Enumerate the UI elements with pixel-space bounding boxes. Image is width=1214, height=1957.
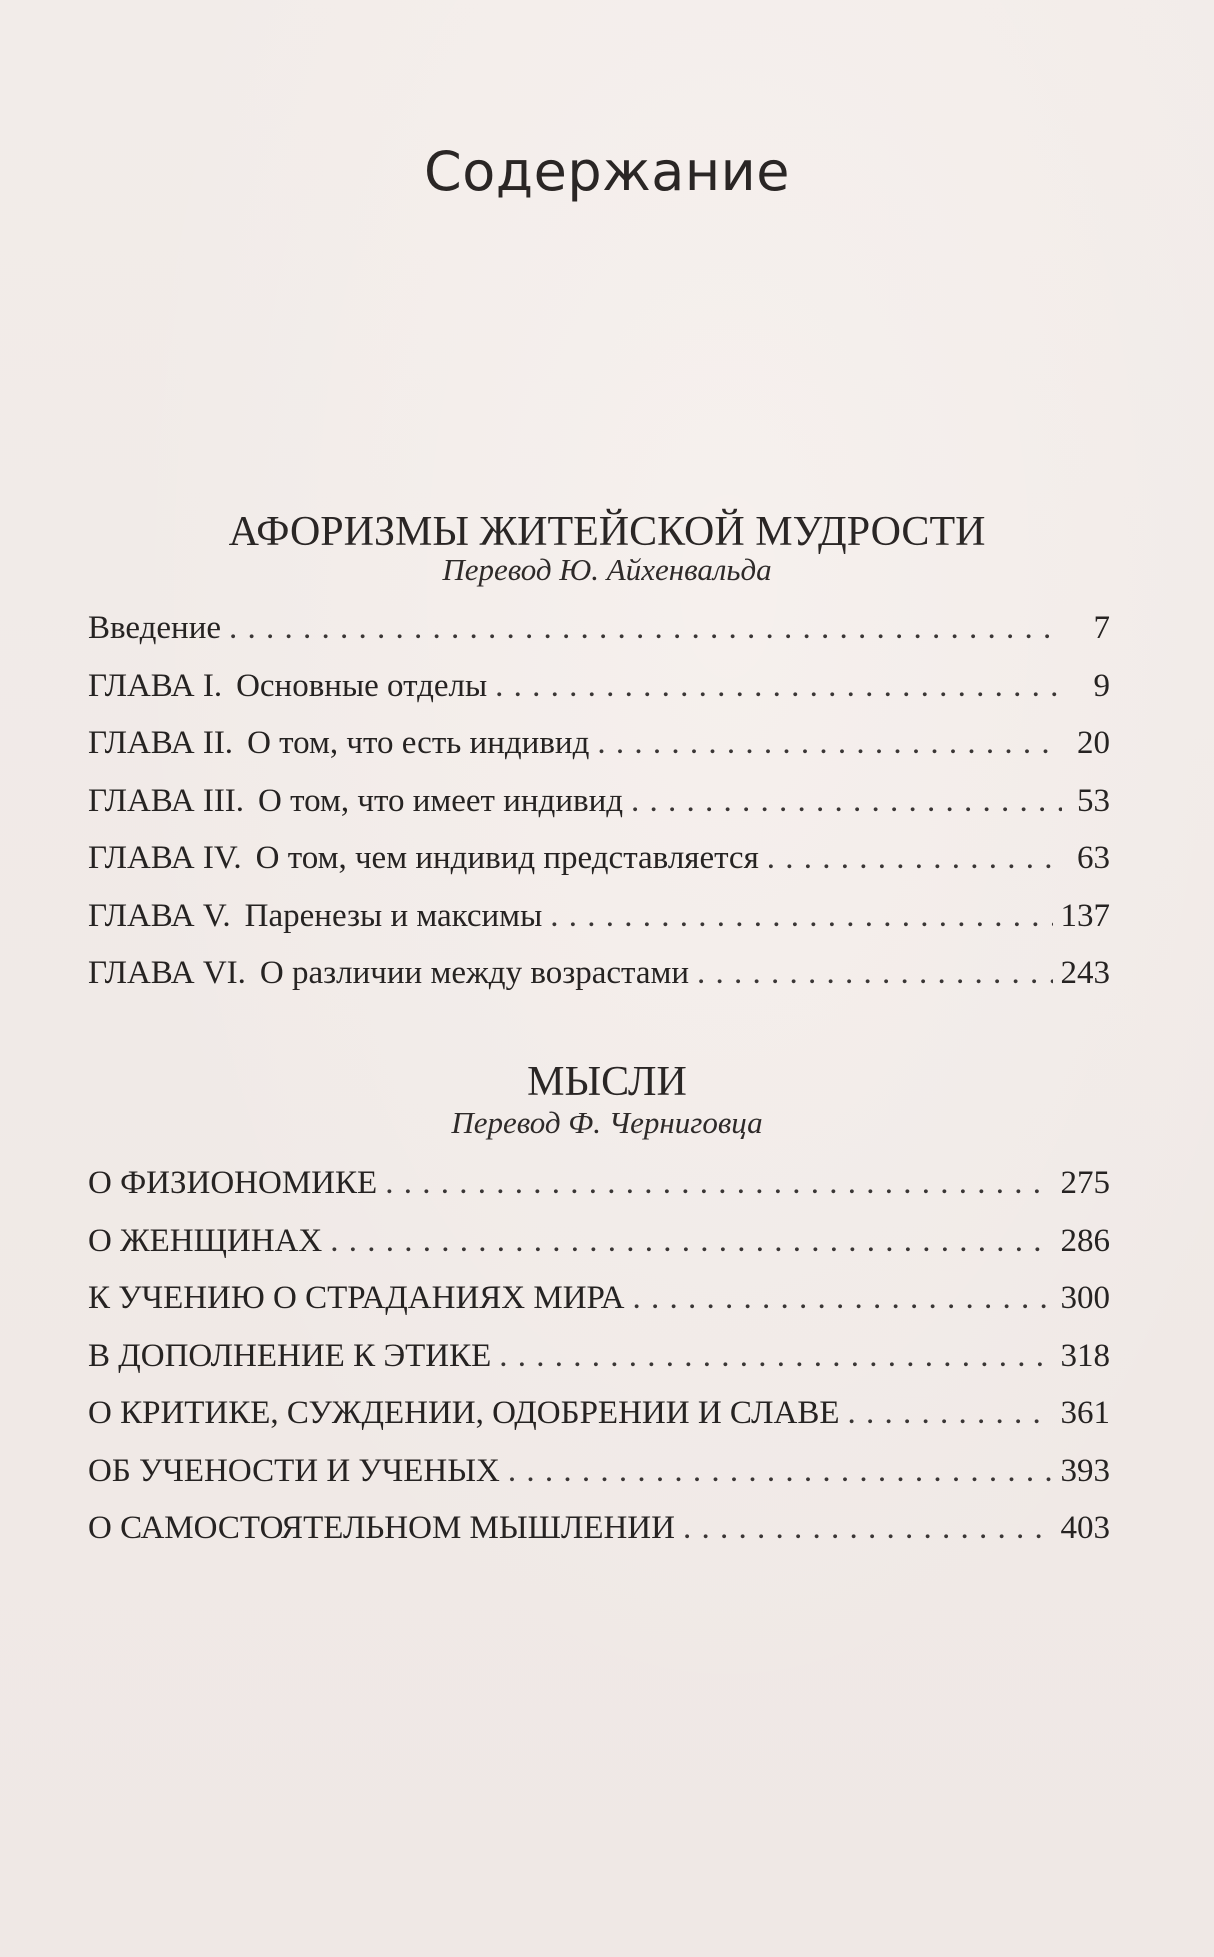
page-title: Содержание (424, 140, 790, 203)
toc-leader-dots (767, 840, 1062, 877)
toc-leader-dots (683, 1510, 1053, 1547)
toc-leader-dots (385, 1165, 1052, 1202)
toc-entry-page: 243 (1060, 955, 1110, 991)
toc-leader-dots (631, 783, 1062, 820)
section-title-thoughts: МЫСЛИ (527, 1059, 687, 1105)
toc-entry-label: Введение (88, 610, 222, 646)
toc-entry[interactable] (88, 610, 1110, 668)
toc-entry-chapter: ГЛАВА V. (88, 897, 231, 934)
toc-entry-page: 63 (1077, 840, 1110, 876)
toc-list-aphorisms (88, 610, 1110, 1013)
toc-entry[interactable] (88, 668, 1110, 726)
toc-leader-dots (697, 955, 1052, 992)
toc-entry-page: 20 (1077, 725, 1110, 761)
toc-entry-label: Основные отделы (236, 667, 488, 704)
toc-entry[interactable] (88, 1510, 1110, 1568)
toc-entry-label: О том, что есть индивид (247, 725, 590, 761)
toc-entry-page: 275 (1060, 1165, 1110, 1201)
toc-entry-page: 7 (1093, 610, 1110, 646)
toc-entry[interactable] (88, 1395, 1110, 1453)
toc-entry-label: О том, что имеет индивид (258, 782, 624, 819)
toc-entry-label: О различии между возрастами (259, 955, 690, 991)
toc-entry-page: 318 (1060, 1337, 1110, 1374)
toc-entry[interactable] (88, 1453, 1110, 1511)
toc-leader-dots (597, 725, 1062, 762)
toc-entry-page: 361 (1060, 1395, 1110, 1431)
toc-entry-label: О ЖЕНЩИНАХ (88, 1222, 323, 1259)
toc-entry-chapter: ГЛАВА VI. (88, 955, 246, 991)
toc-entry-label: ОБ УЧЕНОСТИ И УЧЕНЫХ (88, 1452, 500, 1489)
toc-entry-page: 300 (1060, 1280, 1110, 1316)
toc-entry-page: 53 (1077, 782, 1110, 819)
toc-entry[interactable] (88, 1338, 1110, 1396)
toc-entry-chapter: ГЛАВА IV. (88, 840, 242, 876)
toc-entry[interactable] (88, 1280, 1110, 1338)
toc-entry-page: 286 (1060, 1222, 1110, 1259)
toc-leader-dots (495, 668, 1062, 705)
toc-leader-dots (499, 1338, 1052, 1375)
toc-entry-label: К УЧЕНИЮ О СТРАДАНИЯХ МИРА (88, 1280, 625, 1316)
toc-entry-label: Паренезы и максимы (244, 897, 543, 934)
toc-entry-label: О КРИТИКЕ, СУЖДЕНИИ, ОДОБРЕНИИ И СЛАВЕ (88, 1395, 840, 1431)
toc-entry-page: 393 (1060, 1452, 1110, 1489)
toc-entry-chapter: ГЛАВА II. (88, 725, 234, 761)
section-subtitle-aphorisms: Перевод Ю. Айхенвальда (442, 552, 772, 587)
toc-entry-page: 403 (1060, 1510, 1110, 1546)
toc-entry-label: О том, чем индивид представляется (255, 840, 759, 876)
toc-entry-label: О САМОСТОЯТЕЛЬНОМ МЫШЛЕНИИ (88, 1510, 675, 1546)
section-subtitle-thoughts: Перевод Ф. Черниговца (451, 1105, 763, 1140)
toc-leader-dots (508, 1453, 1053, 1490)
toc-entry-page: 9 (1093, 667, 1110, 704)
toc-entry-page: 137 (1060, 897, 1110, 934)
toc-entry[interactable] (88, 1223, 1110, 1281)
toc-leader-dots (330, 1223, 1052, 1260)
toc-leader-dots (848, 1395, 1053, 1432)
toc-entry[interactable] (88, 840, 1110, 898)
toc-leader-dots (229, 610, 1062, 647)
toc-entry-chapter: ГЛАВА I. (88, 667, 223, 704)
toc-entry[interactable] (88, 898, 1110, 956)
toc-leader-dots (633, 1280, 1053, 1317)
toc-entry[interactable] (88, 783, 1110, 841)
toc-leader-dots (550, 898, 1052, 935)
toc-entry[interactable] (88, 955, 1110, 1013)
section-title-aphorisms: АФОРИЗМЫ ЖИТЕЙСКОЙ МУДРОСТИ (228, 509, 986, 555)
toc-entry-chapter: ГЛАВА III. (88, 782, 245, 819)
toc-entry[interactable] (88, 725, 1110, 783)
toc-list-thoughts (88, 1165, 1110, 1568)
toc-entry[interactable] (88, 1165, 1110, 1223)
toc-entry-label: О ФИЗИОНОМИКЕ (88, 1165, 378, 1201)
toc-entry-label: В ДОПОЛНЕНИЕ К ЭТИКЕ (88, 1337, 492, 1374)
